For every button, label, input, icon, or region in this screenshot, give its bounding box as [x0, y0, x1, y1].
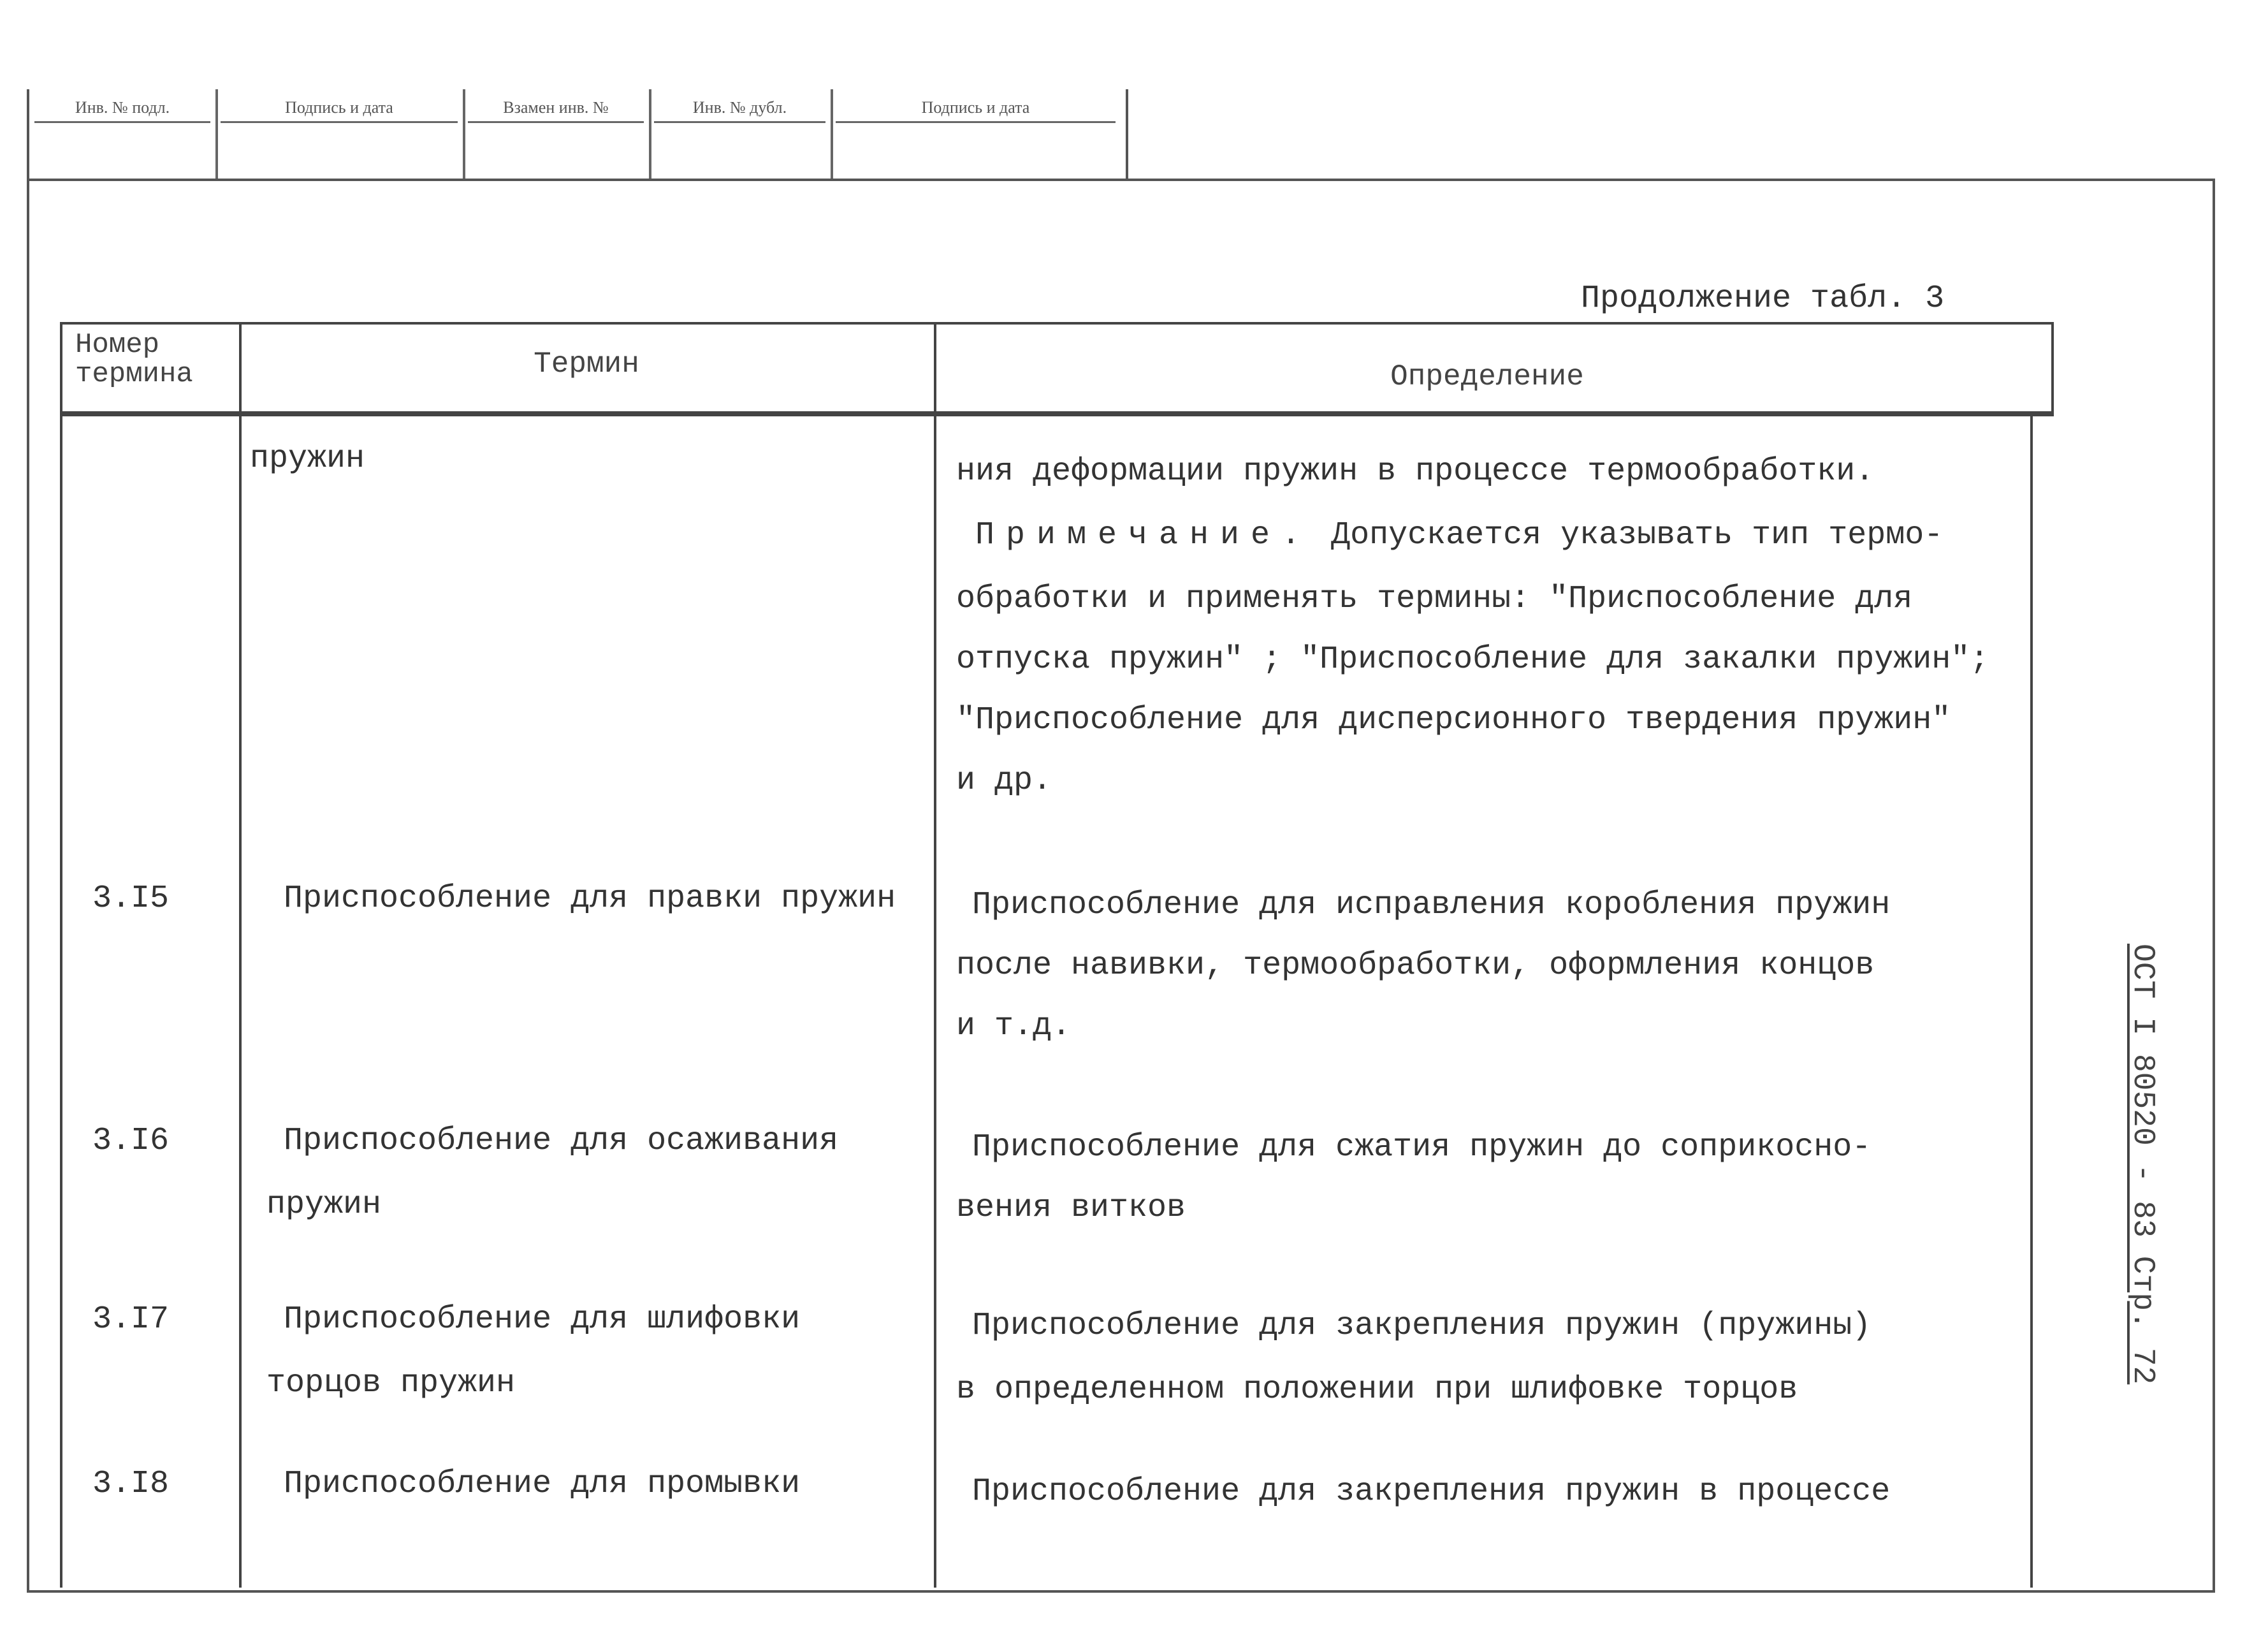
row-3-18-number: 3.I8: [92, 1466, 170, 1502]
stamp-podpis-data-1: [215, 89, 465, 179]
row-3-15-definition-line-3: и т.д.: [956, 1008, 1072, 1044]
document-code: [2125, 944, 2160, 1454]
document-code-text: ОСТ I 80520 - 83 Стр. 72: [2125, 944, 2160, 1385]
row-3-17-definition-line-2: в определенном положении при шлифовке торцов: [956, 1371, 1798, 1408]
table-right-border: [2030, 411, 2033, 1588]
header-number: Номер термина: [75, 329, 193, 390]
archive-stamp: [27, 89, 1128, 179]
row-3-17-term-line-1: Приспособление для шлифовки: [284, 1301, 801, 1338]
row-3-15-definition-line-1: Приспособление для исправления коробления пружин: [972, 887, 1891, 923]
column-divider-number-term: [239, 322, 242, 1588]
stamp-inv-podl: [29, 89, 218, 179]
header-term: Термин: [534, 347, 639, 381]
stamp-inv-dubl-label: Инв. № дубл.: [654, 98, 825, 123]
note-label: Примечание.: [975, 517, 1312, 553]
row-3-17-term-line-2: торцов пружин: [266, 1365, 516, 1401]
continuation-definition-line-2: обработки и применять термины: "Приспособление для: [956, 581, 1913, 617]
stamp-podpis-data-2-label: Подпись и дата: [836, 98, 1116, 123]
continuation-definition-line-1: ния деформации пружин в процессе термообработки.: [956, 453, 1875, 490]
continuation-term: пружин: [250, 441, 365, 477]
note-text: Допускается указывать тип термо-: [1312, 517, 1944, 553]
row-3-16-definition-line-1: Приспособление для сжатия пружин до соприкосно-: [972, 1129, 1872, 1166]
row-3-18-definition-line-1: Приспособление для закрепления пружин в процессе: [972, 1473, 1891, 1510]
continuation-note: [975, 504, 1943, 567]
stamp-podpis-data-1-label: Подпись и дата: [221, 98, 458, 123]
row-3-15-definition-line-2: после навивки, термообработки, оформления концов: [956, 947, 1875, 984]
row-3-17-definition-line-1: Приспособление для закрепления пружин (пружины): [972, 1308, 1872, 1344]
row-3-16-definition-line-2: вения витков: [956, 1190, 1186, 1226]
row-3-16-term-line-2: пружин: [266, 1187, 382, 1223]
row-3-15-number: 3.I5: [92, 881, 170, 917]
header-definition: Определение: [1390, 360, 1584, 393]
stamp-vzamen-inv: [463, 89, 651, 179]
row-3-16-number: 3.I6: [92, 1123, 170, 1159]
row-3-18-term: Приспособление для промывки: [284, 1466, 801, 1502]
stamp-inv-dubl: [649, 89, 833, 179]
stamp-vzamen-inv-label: Взамен инв. №: [468, 98, 644, 123]
stamp-inv-podl-label: Инв. № подл.: [34, 98, 210, 123]
continuation-definition-line-5: и др.: [956, 763, 1052, 799]
header-bottom-rule: [60, 411, 2051, 414]
continuation-definition-line-3: отпуска пружин" ; "Приспособление для закалки пружин";: [956, 641, 1989, 678]
row-3-16-term-line-1: Приспособление для осаживания: [284, 1123, 839, 1159]
stamp-podpis-data-2: [831, 89, 1121, 179]
row-3-15-term: Приспособление для правки пружин: [284, 881, 896, 917]
column-divider-term-definition: [934, 322, 936, 1588]
table-left-border: [60, 322, 62, 1588]
row-3-17-number: 3.I7: [92, 1301, 170, 1338]
table-caption: Продолжение табл. 3: [1581, 281, 1945, 317]
continuation-definition-line-4: "Приспособление для дисперсионного твердения пружин": [956, 702, 1951, 738]
